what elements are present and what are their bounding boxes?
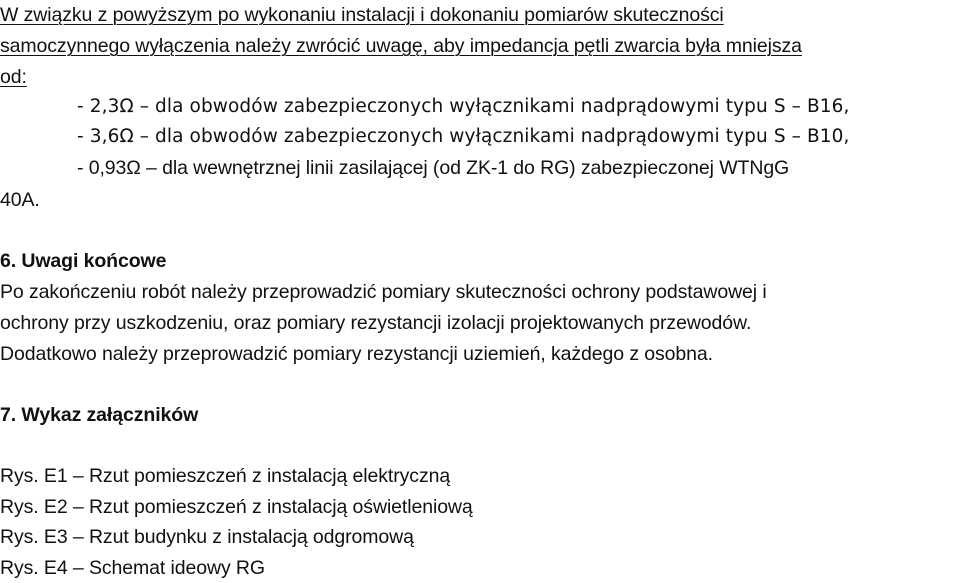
attachment-item-e1: Rys. E1 – Rzut pomieszczeń z instalacją elektryczną [0,465,451,487]
limit-item-1: - 2,3Ω – dla obwodów zabezpieczonych wyłącznikami nadprądowymi typu S – B16, [77,96,850,117]
intro-line-3: od: [0,66,27,88]
limit-item-3-continuation: 40A. [0,189,40,211]
section-6-line-1: Po zakończeniu robót należy przeprowadzić pomiary skuteczności ochrony podstawowej i [0,281,767,303]
section-7-heading: 7. Wykaz załączników [0,404,199,426]
section-6-line-3: Dodatkowo należy przeprowadzić pomiary rezystancji uziemień, każdego z osobna. [0,343,713,365]
attachment-item-e4: Rys. E4 – Schemat ideowy RG [0,557,265,579]
limit-item-3: - 0,93Ω – dla wewnętrznej linii zasilającej (od ZK-1 do RG) zabezpieczonej WTNgG [77,157,790,179]
intro-line-1: W związku z powyższym po wykonaniu instalacji i dokonaniu pomiarów skuteczności [0,4,724,26]
section-6-line-2: ochrony przy uszkodzeniu, oraz pomiary rezystancji izolacji projektowanych przewodów. [0,312,752,334]
intro-line-2: samoczynnego wyłączenia należy zwrócić uwagę, aby impedancja pętli zwarcia była mniejsza [0,35,802,57]
limit-item-2: - 3,6Ω – dla obwodów zabezpieczonych wyłącznikami nadprądowymi typu S – B10, [77,126,850,147]
section-6-heading: 6. Uwagi końcowe [0,250,167,272]
attachment-item-e2: Rys. E2 – Rzut pomieszczeń z instalacją oświetleniową [0,496,473,518]
attachment-item-e3: Rys. E3 – Rzut budynku z instalacją odgromową [0,526,414,548]
